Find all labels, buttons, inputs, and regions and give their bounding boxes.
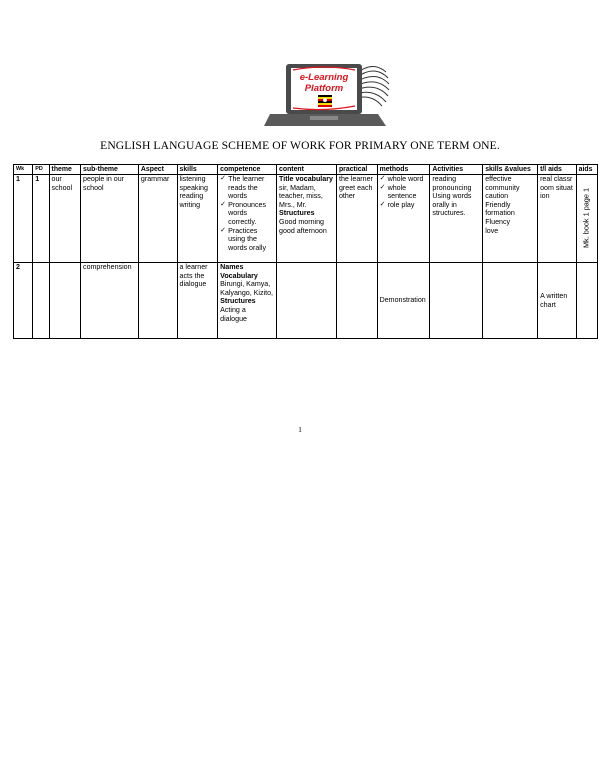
skill-item: writing: [179, 200, 201, 209]
header-aspect: Aspect: [138, 165, 177, 175]
row2-skills: a learner acts the dialogue: [177, 263, 218, 339]
row2-aspect: [138, 263, 177, 339]
value-item: formation: [485, 209, 515, 218]
header-wk: Wk: [14, 165, 33, 175]
row1-tl-aids: real classroom situation: [538, 175, 577, 263]
row2-pd: [33, 263, 49, 339]
competence-item: ✓ The learner reads the words: [220, 175, 274, 201]
content-text: sir, Madam, teacher, miss, Mrs., Mr.: [279, 183, 323, 209]
row1-aspect: grammar: [138, 175, 177, 263]
header-practical: practical: [336, 165, 377, 175]
method-item: ✓ whole word: [380, 175, 428, 184]
row2-content: [277, 263, 337, 339]
competence-heading: Names: [220, 263, 244, 271]
value-item: caution: [485, 192, 509, 201]
laptop-book-icon: [260, 56, 392, 130]
header-methods: methods: [377, 165, 430, 175]
logo-line1: e-Learning: [299, 72, 349, 83]
row1-skills-values: [483, 175, 538, 263]
row2-theme: [49, 263, 80, 339]
row1-aids: [576, 175, 597, 263]
method-item: ✓ whole sentence: [380, 184, 428, 201]
row2-practical: [336, 263, 377, 339]
header-competence: competence: [218, 165, 277, 175]
competence-text: Birungi, Kamya, Kalyango, Kizito,: [220, 280, 273, 297]
methods-checklist: [380, 175, 428, 209]
table-row: [14, 263, 598, 339]
row2-competence: [218, 263, 277, 339]
header-skills-values: skills &values: [483, 165, 538, 175]
skill-item: speaking: [179, 183, 208, 192]
value-item: Friendly: [485, 200, 511, 209]
table-row: [14, 175, 598, 263]
header-activities: Activities: [430, 165, 483, 175]
row2-aids: [576, 263, 597, 339]
value-item: love: [485, 226, 499, 235]
row1-practical: the learner greet each other: [336, 175, 377, 263]
row1-subtheme: people in our school: [81, 175, 139, 263]
competence-heading: Vocabulary: [220, 271, 258, 280]
row1-methods: [377, 175, 430, 263]
content-heading: Title vocabulary: [279, 175, 333, 183]
row2-activities: [430, 263, 483, 339]
competence-checklist: [220, 175, 274, 252]
header-aids: aids: [576, 165, 597, 175]
row1-pd: 1: [33, 175, 49, 263]
value-item: effective: [485, 175, 512, 183]
aids-rotated-text: Mk. book 1 page 1: [581, 187, 591, 249]
row1-content: [277, 175, 337, 263]
value-item: Fluency: [485, 217, 511, 226]
value-item: community: [485, 183, 520, 192]
header-skills: skills: [177, 165, 218, 175]
table-header-row: [14, 165, 598, 175]
scheme-of-work-table: [13, 164, 598, 339]
skill-item: reading: [179, 192, 204, 201]
header-content: content: [277, 165, 337, 175]
method-item: ✓ role play: [380, 201, 428, 210]
content-text: Good morning good afternoon: [279, 217, 327, 235]
header-theme: theme: [49, 165, 80, 175]
competence-text: Acting a dialogue: [220, 305, 247, 323]
row1-activities: reading pronouncing Using words orally in structures.: [430, 175, 483, 263]
header-subtheme: sub-theme: [81, 165, 139, 175]
row1-theme: our school: [49, 175, 80, 263]
row2-subtheme: comprehension: [81, 263, 139, 339]
page-title: ENGLISH LANGUAGE SCHEME OF WORK FOR PRIMARY ONE TERM ONE.: [100, 139, 500, 152]
row2-wk: 2: [14, 263, 33, 339]
row1-competence: [218, 175, 277, 263]
row2-methods: Demonstration: [377, 263, 430, 339]
row1-wk: 1: [14, 175, 33, 263]
competence-item: ✓ Practices using the words orally: [220, 227, 274, 253]
page-number: 1: [298, 425, 302, 434]
row1-skills: [177, 175, 218, 263]
competence-heading: Structures: [220, 297, 256, 306]
row2-tl-aids: A written chart: [538, 263, 577, 339]
e-learning-platform-logo: [260, 56, 392, 130]
row2-skills-values: [483, 263, 538, 339]
content-heading: Structures: [279, 209, 315, 218]
competence-item: ✓ Pronounces words correctly.: [220, 201, 274, 227]
header-tl-aids: t/l aids: [538, 165, 577, 175]
skill-item: listening: [179, 175, 206, 183]
header-pd: PD: [33, 165, 49, 175]
logo-line2: Platform: [304, 83, 344, 94]
